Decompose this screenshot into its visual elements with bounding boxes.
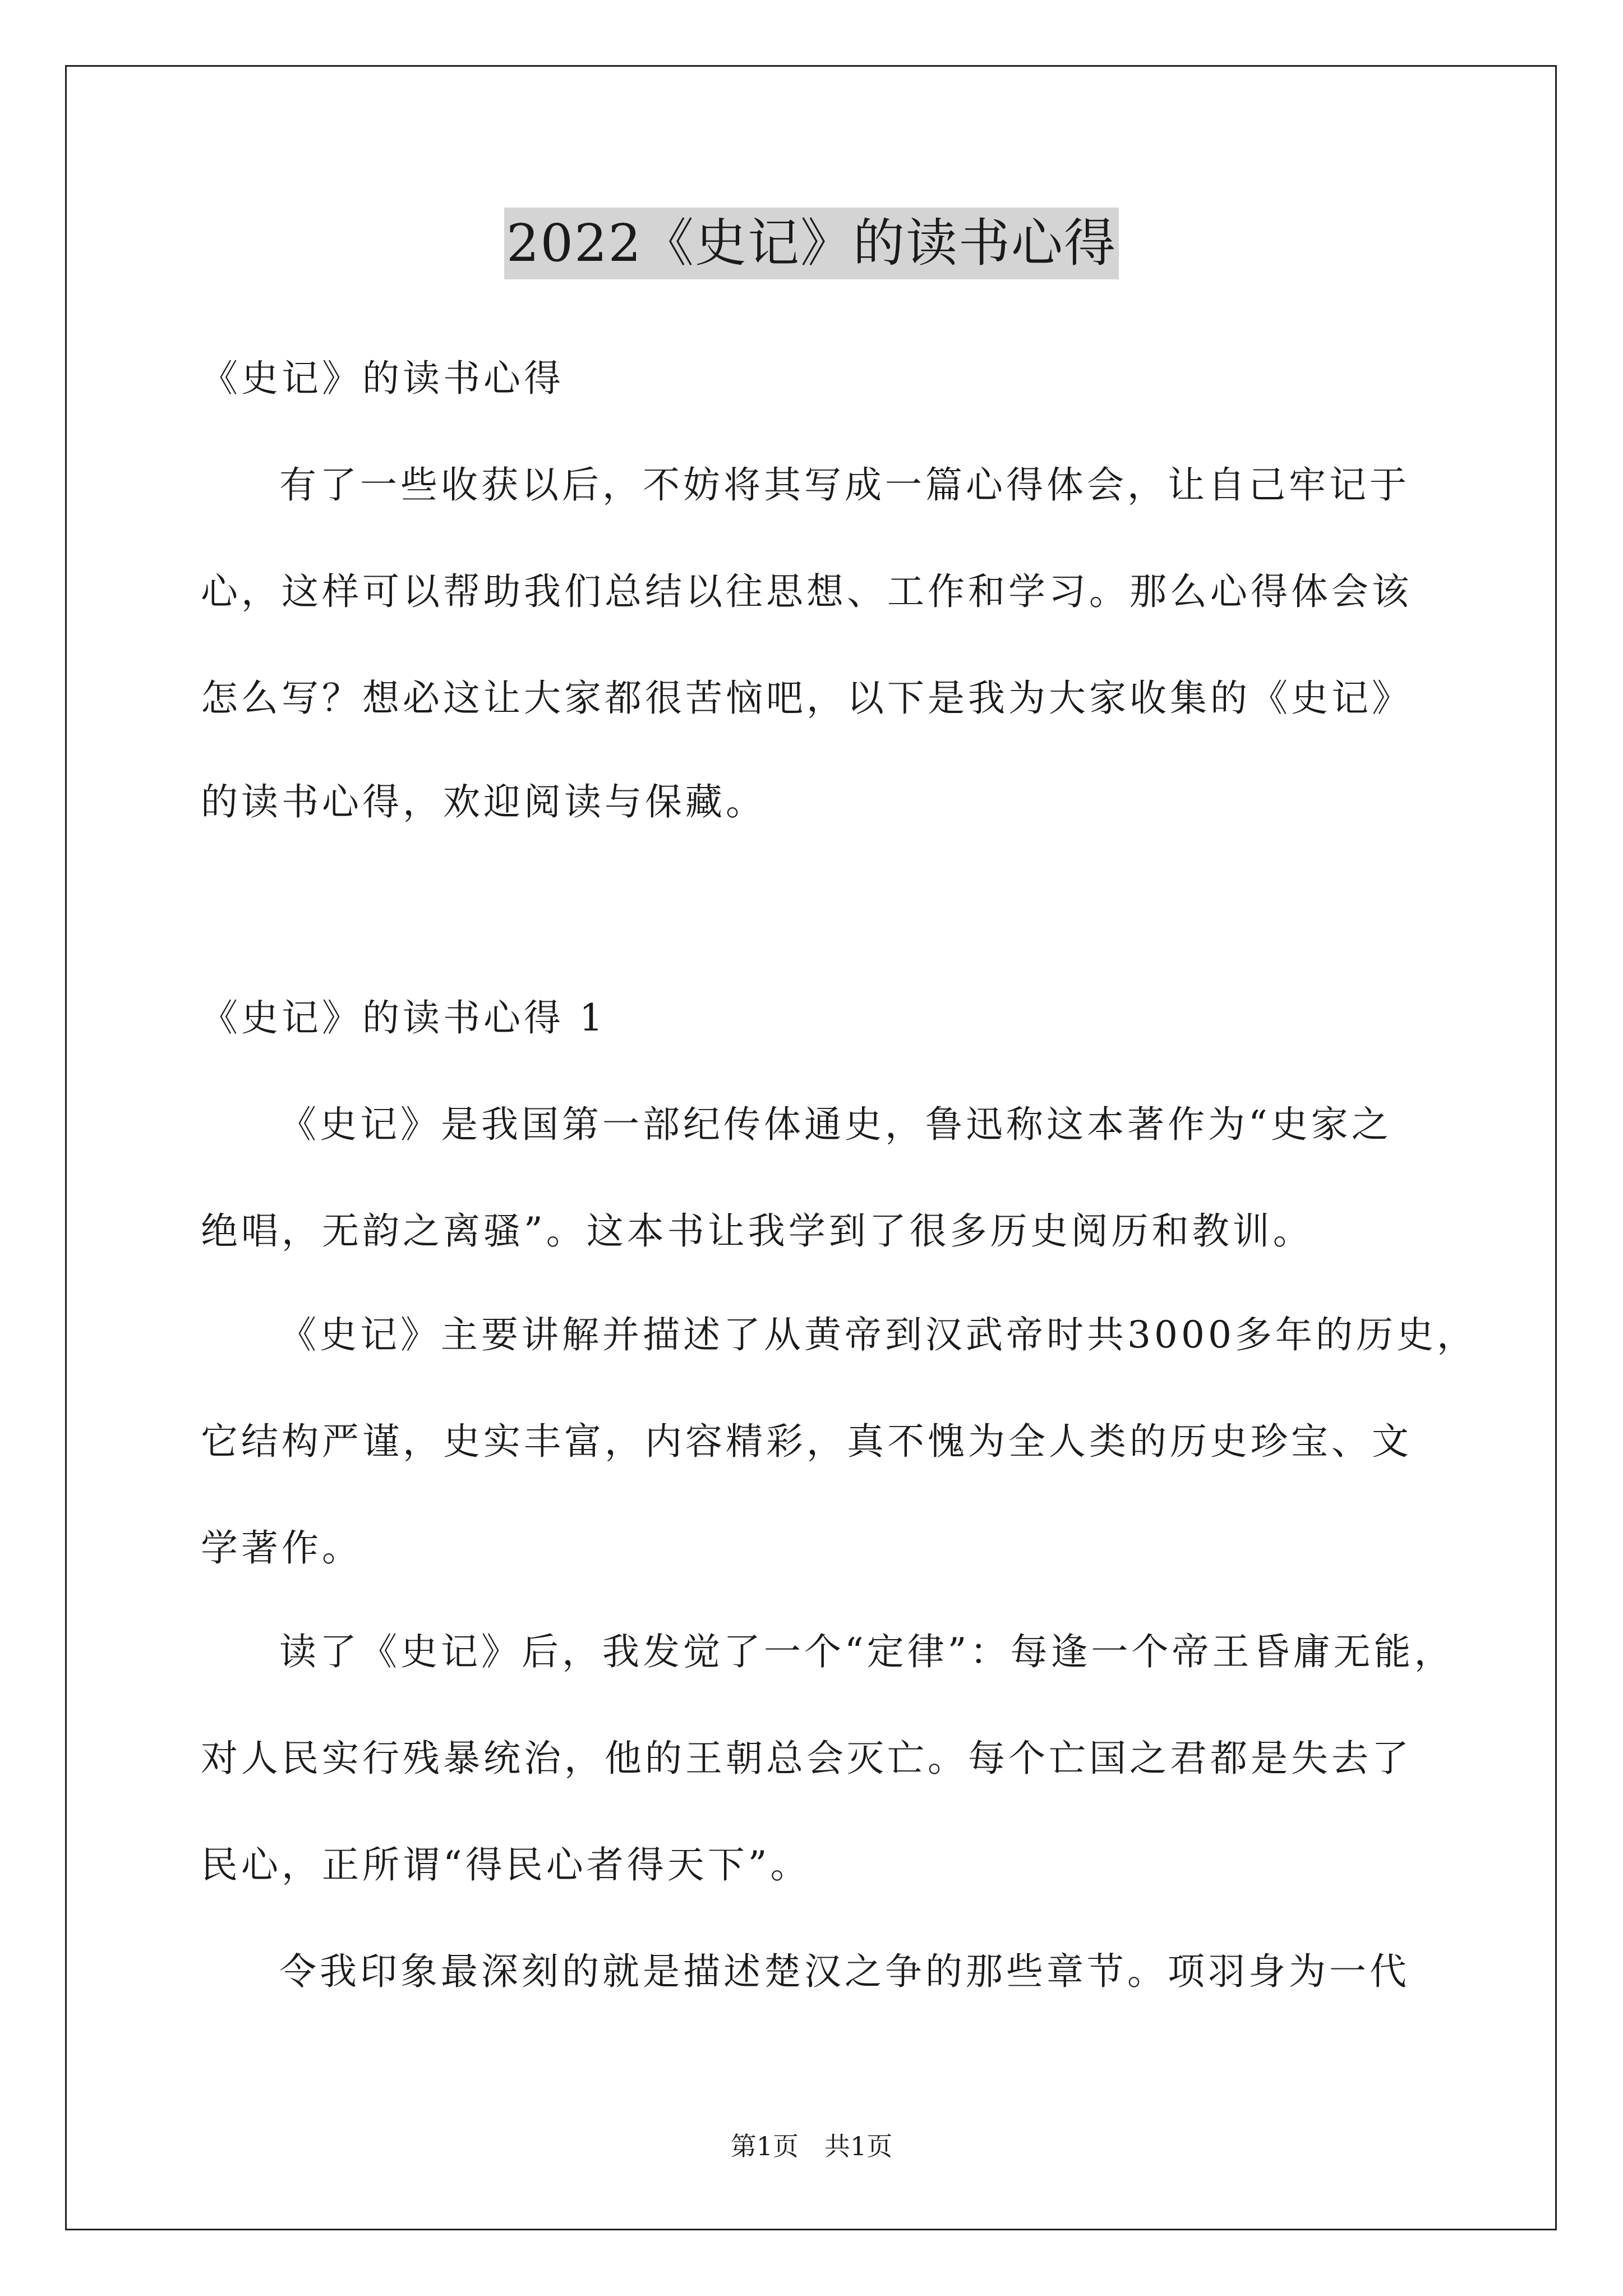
paragraph-line: 《史记》主要讲解并描述了从黄帝到汉武帝时共3000多年的历史， [279, 1313, 1477, 1356]
page-footer [0, 2129, 1623, 2163]
paragraph-line: 心，这样可以帮助我们总结以往思想、工作和学习。那么心得体会该 [201, 570, 1412, 613]
paragraph-line: 民心，正所谓“得民心者得天下”。 [201, 1843, 811, 1887]
title-container [0, 208, 1623, 279]
paragraph-line: 绝唱，无韵之离骚”。这本书让我学到了很多历史阅历和教训。 [201, 1209, 1313, 1253]
paragraph-line: 令我印象最深刻的就是描述楚汉之争的那些章节。项羽身为一代 [279, 1950, 1410, 1993]
paragraph-line: 的读书心得，欢迎阅读与保藏。 [201, 780, 766, 823]
page-number: 第1页 [730, 2131, 799, 2161]
section-heading-intro: 《史记》的读书心得 [201, 357, 564, 400]
document-title: 2022《史记》的读书心得 [504, 208, 1119, 279]
paragraph-line: 对人民实行残暴统治，他的王朝总会灭亡。每个亡国之君都是失去了 [201, 1737, 1412, 1780]
paragraph-line: 读了《史记》后，我发觉了一个“定律”：每逢一个帝王昏庸无能， [279, 1630, 1455, 1673]
page-total: 共1页 [824, 2131, 893, 2161]
paragraph-line: 学著作。 [201, 1526, 362, 1570]
paragraph-line: 《史记》是我国第一部纪传体通史，鲁迅称这本著作为“史家之 [279, 1103, 1392, 1146]
section-heading-1: 《史记》的读书心得 1 [201, 996, 606, 1039]
paragraph-line: 怎么写？想必这让大家都很苦恼吧，以下是我为大家收集的《史记》 [201, 677, 1412, 720]
paragraph-line: 它结构严谨，史实丰富，内容精彩，真不愧为全人类的历史珍宝、文 [201, 1420, 1412, 1463]
paragraph-line: 有了一些收获以后，不妨将其写成一篇心得体会，让自己牢记于 [279, 463, 1410, 507]
